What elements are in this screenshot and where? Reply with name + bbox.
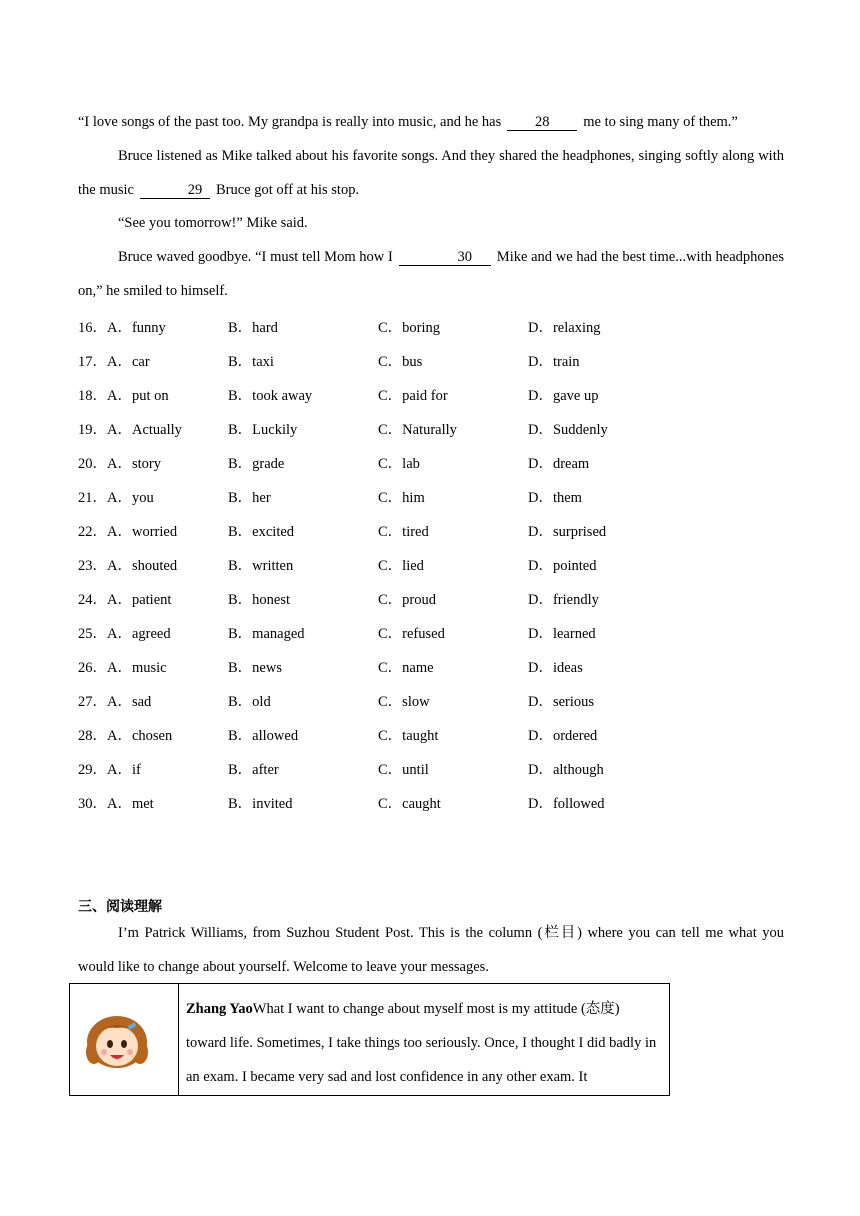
option-a-text: A．chosen [107,728,173,744]
passage-text: “See you tomorrow!” Mike said. [118,215,308,231]
option-a [78,588,171,609]
option-b: B．took away [228,388,313,404]
girl-avatar-icon [82,1008,152,1074]
question-number: 28． [78,728,107,744]
option-d: D．Suddenly [528,422,608,438]
option-d: D．gave up [528,388,599,404]
option-a-text: A．music [107,660,167,676]
table-divider [178,984,179,1095]
option-a [78,452,161,473]
option-a [78,520,177,541]
option-c: C．slow [378,694,430,710]
option-a-text: A．worried [107,524,178,540]
passage-line-1 [78,105,784,139]
option-a [78,486,154,507]
option-a-text: A．agreed [107,626,171,642]
option-b: B．after [228,762,279,778]
option-c: C．name [378,660,434,676]
option-d: D．surprised [528,524,607,540]
question-row [78,656,778,676]
option-d: D．serious [528,694,595,710]
option-a-text: A．put on [107,388,169,404]
option-d: D．them [528,490,582,506]
option-b: B．excited [228,524,295,540]
option-a [78,350,150,371]
option-a [78,316,166,337]
question-number: 19． [78,422,107,438]
option-a [78,724,172,745]
option-b: B．invited [228,796,293,812]
option-a-text: A．car [107,354,150,370]
question-row [78,350,778,370]
section-intro [78,916,784,984]
option-c: C．caught [378,796,441,812]
question-number: 24． [78,592,107,608]
option-c: C．taught [378,728,439,744]
option-a-text: A．you [107,490,154,506]
question-number: 22． [78,524,107,540]
option-d: D．ideas [528,660,583,676]
question-row [78,486,778,506]
option-b: B．managed [228,626,305,642]
passage-text: me to sing many of them.” [583,114,738,130]
option-d: D．dream [528,456,590,472]
option-a [78,792,154,813]
option-b: B．old [228,694,271,710]
question-number: 17． [78,354,107,370]
option-a-text: A．met [107,796,154,812]
option-c: C．boring [378,320,441,336]
option-c: C．him [378,490,425,506]
option-b: B．hard [228,320,278,336]
option-d: D．train [528,354,580,370]
message-author: Zhang Yao [186,1001,253,1017]
option-a [78,622,171,643]
question-row [78,316,778,336]
question-number: 27． [78,694,107,710]
option-c: C．lied [378,558,424,574]
option-a-text: A．shouted [107,558,178,574]
option-a [78,690,151,711]
question-number: 30． [78,796,107,812]
option-a-text: A．story [107,456,161,472]
question-row [78,588,778,608]
passage-paragraph-3 [78,206,784,240]
passage-paragraph-4 [78,240,784,308]
option-b: B．written [228,558,294,574]
question-row [78,452,778,472]
question-number: 18． [78,388,107,404]
option-c: C．lab [378,456,420,472]
option-a [78,554,177,575]
option-c: C．paid for [378,388,448,404]
option-c: C．Naturally [378,422,457,438]
question-row [78,724,778,744]
question-row [78,758,778,778]
option-a [78,418,182,439]
option-d: D．ordered [528,728,598,744]
option-b: B．grade [228,456,285,472]
option-a-text: A．if [107,762,141,778]
answer-blank-28: 28 [507,114,577,131]
option-a [78,758,141,779]
option-a-text: A．sad [107,694,152,710]
question-number: 21． [78,490,107,506]
message-table [69,983,670,1096]
question-row [78,418,778,438]
message-text [186,992,662,1094]
option-b: B．news [228,660,282,676]
question-number: 23． [78,558,107,574]
option-d: D．relaxing [528,320,601,336]
option-a [78,656,167,677]
answer-blank-29: 29 [140,182,210,199]
passage-text: Mike and we had the best time...with headphones on,” he smiled to himself. [78,249,784,299]
option-d: D．learned [528,626,596,642]
question-row [78,520,778,540]
option-c: C．bus [378,354,423,370]
passage-text: Bruce got off at his stop. [215,182,360,198]
question-number: 20． [78,456,107,472]
option-a [78,384,169,405]
option-c: C．tired [378,524,429,540]
intro-text: I’m Patrick Williams, from Suzhou Student Post. This is the column (栏目) where you can tell me what you would like to change about yourself. Welcome to leave your messages. [78,925,784,975]
option-b: B．honest [228,592,291,608]
question-number: 26． [78,660,107,676]
question-row [78,622,778,642]
option-b: B．allowed [228,728,299,744]
option-c: C．proud [378,592,436,608]
question-row [78,690,778,710]
option-d: D．followed [528,796,605,812]
question-number: 25． [78,626,107,642]
question-row [78,384,778,404]
option-a-text: A．funny [107,320,166,336]
option-a-text: A．patient [107,592,172,608]
option-c: C．refused [378,626,445,642]
question-number: 16． [78,320,107,336]
message-body: What I want to change about myself most is my attitude (态度) toward life. Sometimes, I take things too seriously. Once, I thought I did badly in an exam. I became very sad and lost confidence in any other exam. It [186,1001,657,1085]
question-number: 29． [78,762,107,778]
option-d: D．although [528,762,604,778]
passage-text: Bruce waved goodbye. “I must tell Mom how I [118,249,393,265]
option-d: D．friendly [528,592,599,608]
passage-paragraph-2 [78,139,784,207]
passage-text: “I love songs of the past too. My grandpa is really into music, and he has [78,114,502,130]
question-row [78,554,778,574]
option-b: B．her [228,490,271,506]
option-b: B．Luckily [228,422,298,438]
passage-text: Bruce listened as Mike talked about his favorite songs. And they shared the headphones, singing softly along with the music [78,148,784,198]
option-b: B．taxi [228,354,274,370]
section-title: 三、阅读理解 [78,899,162,915]
question-row [78,792,778,812]
answer-blank-30: 30 [399,249,491,266]
option-c: C．until [378,762,429,778]
option-a-text: A．Actually [107,422,182,438]
option-d: D．pointed [528,558,597,574]
